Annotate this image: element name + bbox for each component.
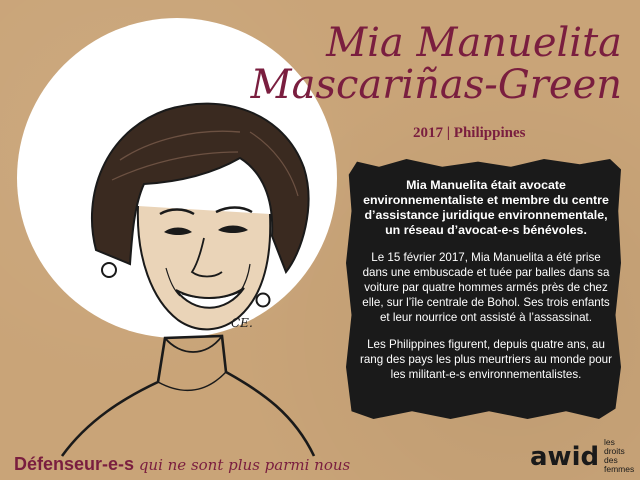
logo-wordmark: awid: [530, 442, 600, 472]
story-textbox: [360, 178, 612, 394]
story-paragraph-1: Le 15 février 2017, Mia Manuelita a été prise dans une embuscade et tuée par balles dans sa voiture par quatre hommes armés près de chez elle, sur l’île centrale de Bohol. Ses trois enfants et leur nourrice ont assisté à l’assassinat.: [362, 251, 610, 324]
logo-tagline-line-2: des femmes: [604, 455, 635, 474]
person-name: [251, 22, 622, 106]
series-title: [14, 454, 350, 475]
name-line-1: Mia Manuelita: [326, 20, 622, 66]
artist-signature: CE.: [231, 316, 253, 330]
series-title-italic: qui ne sont plus parmi nous: [134, 456, 351, 474]
logo-tagline-line-1: les droits: [604, 437, 625, 456]
year-country: 2017 | Philippines: [413, 125, 526, 141]
lead-paragraph: Mia Manuelita était avocate environnementaliste et membre du centre d’assistance juridique environnementale, un réseau d’avocat-e-s bénévoles.: [363, 178, 609, 237]
logo-tagline: [604, 438, 634, 474]
series-title-bold: Défenseur-e-s: [14, 454, 135, 474]
name-line-2: Mascariñas-Green: [250, 62, 622, 108]
story-paragraph-2: Les Philippines figurent, depuis quatre ans, au rang des pays les plus meurtriers au monde pour les militant-e-s environnementalistes.: [360, 338, 612, 381]
